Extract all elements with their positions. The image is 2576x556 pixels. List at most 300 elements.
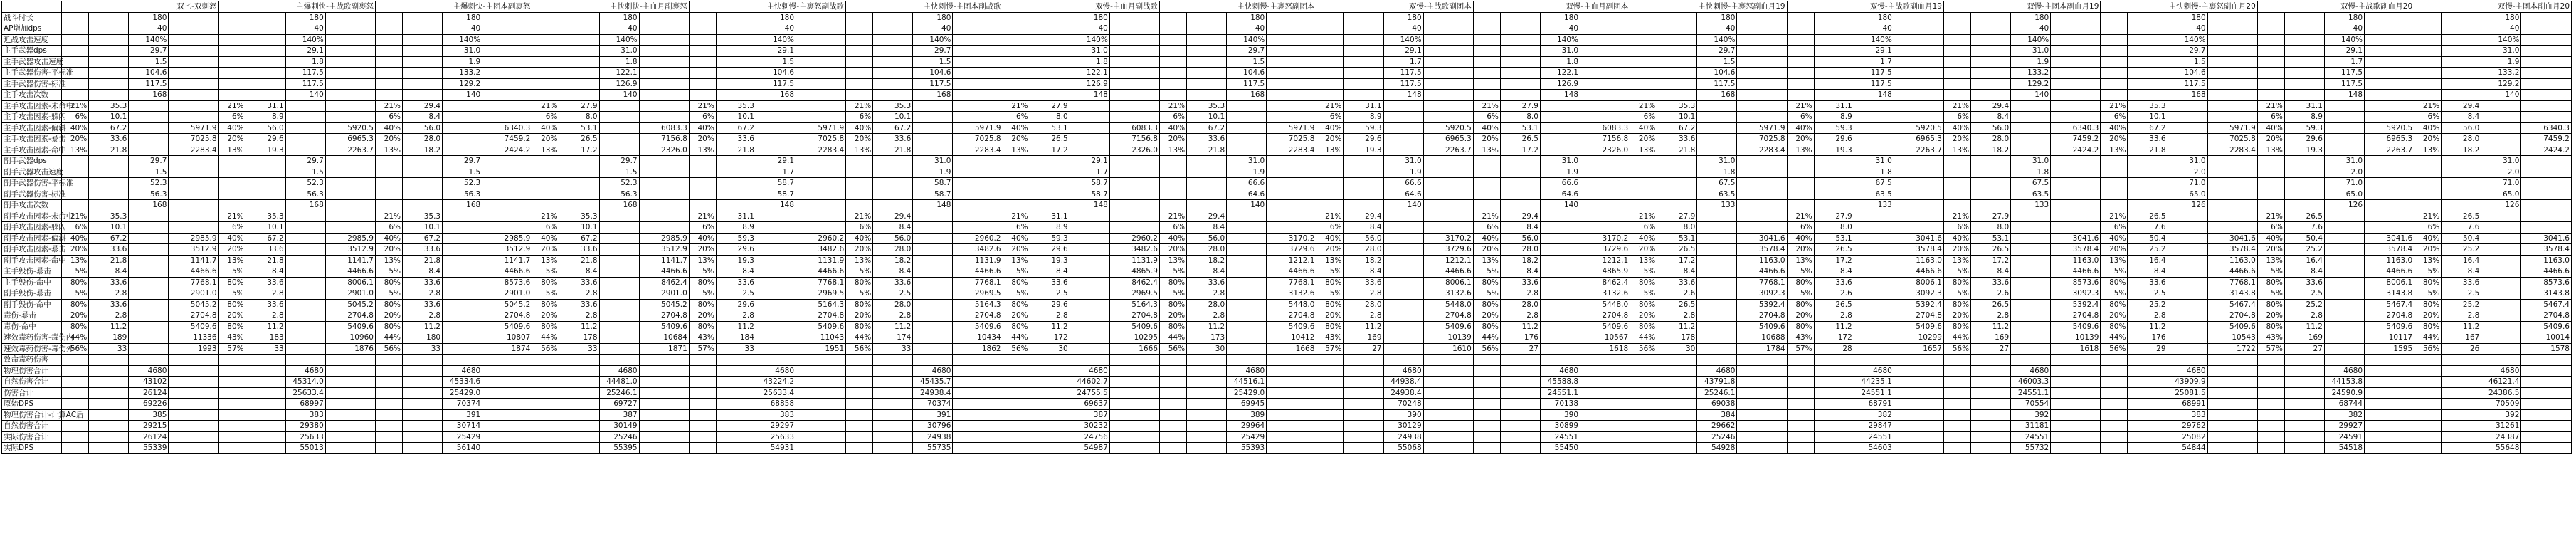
value-cell[interactable] [2011, 355, 2051, 366]
value-cell[interactable] [443, 299, 482, 310]
value-cell[interactable] [532, 56, 559, 68]
value-cell[interactable]: 67.2 [1187, 122, 1227, 134]
value-cell[interactable] [1344, 34, 1383, 46]
value-cell[interactable] [2521, 68, 2572, 79]
value-cell[interactable] [953, 355, 1003, 366]
value-cell[interactable]: 8.0 [559, 112, 599, 123]
value-cell[interactable] [1580, 211, 1630, 222]
value-cell[interactable]: 13% [2101, 255, 2128, 266]
value-cell[interactable] [1003, 443, 1030, 454]
value-cell[interactable]: 67.2 [873, 122, 913, 134]
value-cell[interactable]: 392 [2481, 409, 2521, 421]
value-cell[interactable] [169, 100, 218, 112]
value-cell[interactable] [246, 156, 285, 167]
value-cell[interactable] [1500, 365, 1540, 377]
value-cell[interactable] [246, 200, 285, 211]
value-cell[interactable]: 33.6 [1657, 134, 1697, 145]
value-cell[interactable] [1267, 222, 1316, 234]
value-cell[interactable] [1500, 23, 1540, 35]
value-cell[interactable]: 53.1 [559, 122, 599, 134]
column-title[interactable]: 双慢-主战歌副血月19 [1787, 1, 1943, 13]
value-cell[interactable] [62, 34, 89, 46]
value-cell[interactable]: 133.2 [443, 68, 482, 79]
value-cell[interactable]: 390 [1540, 409, 1580, 421]
value-cell[interactable] [1109, 399, 1159, 410]
value-cell[interactable]: 2.8 [1030, 310, 1070, 322]
value-cell[interactable]: 28.0 [1971, 134, 2011, 145]
value-cell[interactable]: 5409.6 [1737, 321, 1787, 332]
value-cell[interactable]: 5% [375, 288, 402, 300]
value-cell[interactable] [2011, 321, 2051, 332]
value-cell[interactable] [218, 12, 246, 23]
value-cell[interactable]: 80% [532, 277, 559, 288]
value-cell[interactable] [716, 200, 756, 211]
value-cell[interactable] [2284, 46, 2324, 57]
value-cell[interactable]: 2960.2 [1109, 233, 1159, 244]
value-cell[interactable]: 56.0 [1971, 122, 2011, 134]
value-cell[interactable]: 2.5 [873, 288, 913, 300]
value-cell[interactable]: 167 [2442, 332, 2481, 344]
value-cell[interactable] [716, 355, 756, 366]
value-cell[interactable]: 44153.8 [2324, 377, 2364, 388]
value-cell[interactable]: 20% [1003, 244, 1030, 256]
value-cell[interactable] [2521, 178, 2572, 189]
value-cell[interactable] [846, 377, 873, 388]
value-cell[interactable]: 2704.8 [482, 310, 532, 322]
value-cell[interactable] [1344, 78, 1383, 90]
value-cell[interactable]: 21% [1943, 100, 1970, 112]
value-cell[interactable]: 19.3 [716, 255, 756, 266]
value-cell[interactable] [1657, 56, 1697, 68]
value-cell[interactable]: 26124 [129, 431, 169, 443]
value-cell[interactable] [1787, 355, 1814, 366]
value-cell[interactable] [246, 443, 285, 454]
value-cell[interactable]: 26.5 [1657, 299, 1697, 310]
value-cell[interactable] [639, 112, 689, 123]
value-cell[interactable]: 26.5 [1814, 244, 1854, 256]
value-cell[interactable]: 3512.9 [639, 244, 689, 256]
value-cell[interactable]: 33.6 [1030, 277, 1070, 288]
value-cell[interactable] [1423, 211, 1473, 222]
row-label[interactable]: 主手攻击因素-未命中 [2, 100, 62, 112]
value-cell[interactable] [796, 399, 846, 410]
value-cell[interactable] [62, 156, 89, 167]
value-cell[interactable]: 10.1 [716, 112, 756, 123]
value-cell[interactable]: 1951 [796, 343, 846, 355]
value-cell[interactable] [756, 112, 796, 123]
value-cell[interactable] [2481, 145, 2521, 156]
value-cell[interactable]: 21% [375, 211, 402, 222]
value-cell[interactable] [2481, 233, 2521, 244]
value-cell[interactable] [325, 222, 375, 234]
value-cell[interactable]: 20% [1943, 134, 1970, 145]
value-cell[interactable]: 29927 [2324, 421, 2364, 432]
value-cell[interactable]: 3482.6 [796, 244, 846, 256]
value-cell[interactable] [325, 34, 375, 46]
value-cell[interactable]: 10.1 [1187, 112, 1227, 123]
value-cell[interactable]: 7768.1 [1267, 277, 1316, 288]
value-cell[interactable] [62, 46, 89, 57]
value-cell[interactable] [1787, 156, 1814, 167]
value-cell[interactable] [1423, 200, 1473, 211]
value-cell[interactable]: 71.0 [2481, 178, 2521, 189]
value-cell[interactable] [873, 34, 913, 46]
value-cell[interactable]: 20% [1630, 310, 1657, 322]
value-cell[interactable] [1159, 399, 1186, 410]
value-cell[interactable]: 33.6 [1971, 277, 2011, 288]
value-cell[interactable]: 13% [1316, 255, 1344, 266]
value-cell[interactable] [1003, 355, 1030, 366]
row-label[interactable]: 主手毁伤-命中 [2, 277, 62, 288]
value-cell[interactable]: 28.0 [1500, 299, 1540, 310]
value-cell[interactable] [1737, 12, 1787, 23]
value-cell[interactable] [1814, 68, 1854, 79]
value-cell[interactable]: 13% [1473, 255, 1500, 266]
value-cell[interactable]: 24938 [913, 431, 953, 443]
value-cell[interactable]: 21.8 [403, 255, 443, 266]
value-cell[interactable] [1697, 112, 1737, 123]
value-cell[interactable] [1630, 409, 1657, 421]
value-cell[interactable] [756, 266, 796, 278]
value-cell[interactable]: 1.7 [2324, 56, 2364, 68]
value-cell[interactable] [1814, 443, 1854, 454]
value-cell[interactable]: 3170.2 [1423, 233, 1473, 244]
value-cell[interactable] [1657, 443, 1697, 454]
value-cell[interactable] [2101, 12, 2128, 23]
value-cell[interactable]: 80% [2257, 299, 2284, 310]
value-cell[interactable]: 55393 [1227, 443, 1267, 454]
value-cell[interactable]: 1.7 [756, 167, 796, 178]
value-cell[interactable] [1580, 443, 1630, 454]
value-cell[interactable] [169, 23, 218, 35]
value-cell[interactable]: 6% [2257, 222, 2284, 234]
value-cell[interactable] [2442, 200, 2481, 211]
value-cell[interactable] [953, 167, 1003, 178]
value-cell[interactable] [2051, 387, 2101, 399]
value-cell[interactable]: 44938.4 [1383, 377, 1423, 388]
value-cell[interactable]: 8.4 [1814, 266, 1854, 278]
value-cell[interactable] [1814, 421, 1854, 432]
value-cell[interactable]: 168 [913, 90, 953, 101]
value-cell[interactable]: 26.5 [2442, 211, 2481, 222]
value-cell[interactable] [62, 167, 89, 178]
value-cell[interactable] [1500, 377, 1540, 388]
value-cell[interactable] [689, 189, 716, 200]
value-cell[interactable]: 13% [1630, 145, 1657, 156]
value-cell[interactable] [1737, 23, 1787, 35]
value-cell[interactable] [2207, 421, 2257, 432]
value-cell[interactable]: 11336 [169, 332, 218, 344]
value-cell[interactable] [2051, 156, 2101, 167]
value-cell[interactable]: 180 [403, 332, 443, 344]
value-cell[interactable]: 104.6 [2168, 68, 2207, 79]
value-cell[interactable]: 4466.6 [1737, 266, 1787, 278]
column-title[interactable]: 主快刺慢-主裹怒副战歌 [689, 1, 845, 13]
value-cell[interactable] [482, 12, 532, 23]
value-cell[interactable]: 26.5 [1971, 299, 2011, 310]
value-cell[interactable]: 25633.4 [756, 387, 796, 399]
value-cell[interactable]: 29.6 [246, 134, 285, 145]
value-cell[interactable] [1580, 421, 1630, 432]
value-cell[interactable] [1971, 443, 2011, 454]
value-cell[interactable] [482, 200, 532, 211]
value-cell[interactable]: 80% [2101, 321, 2128, 332]
value-cell[interactable] [1070, 266, 1109, 278]
value-cell[interactable]: 5% [1316, 288, 1344, 300]
value-cell[interactable] [1540, 134, 1580, 145]
value-cell[interactable]: 44% [1943, 332, 1970, 344]
value-cell[interactable]: 2704.8 [325, 310, 375, 322]
value-cell[interactable]: 70374 [443, 399, 482, 410]
value-cell[interactable]: 29.1 [756, 156, 796, 167]
value-cell[interactable] [1423, 23, 1473, 35]
value-cell[interactable] [1070, 211, 1109, 222]
value-cell[interactable] [2128, 12, 2168, 23]
value-cell[interactable] [2365, 78, 2414, 90]
value-cell[interactable]: 4680 [913, 365, 953, 377]
value-cell[interactable] [1787, 409, 1814, 421]
value-cell[interactable]: 80% [2414, 277, 2442, 288]
value-cell[interactable]: 1163.0 [2051, 255, 2101, 266]
value-cell[interactable]: 6965.3 [325, 134, 375, 145]
value-cell[interactable] [218, 409, 246, 421]
value-cell[interactable] [1030, 68, 1070, 79]
value-cell[interactable]: 5% [532, 288, 559, 300]
column-title[interactable]: 主快刺慢-主裹怒副血月19 [1630, 1, 1787, 13]
value-cell[interactable] [532, 178, 559, 189]
value-cell[interactable]: 40% [1316, 122, 1344, 134]
value-cell[interactable]: 31.0 [1383, 156, 1423, 167]
value-cell[interactable]: 104.6 [1227, 68, 1267, 79]
value-cell[interactable] [639, 409, 689, 421]
value-cell[interactable]: 140 [1540, 200, 1580, 211]
value-cell[interactable]: 6% [846, 112, 873, 123]
value-cell[interactable] [169, 365, 218, 377]
value-cell[interactable] [1070, 112, 1109, 123]
value-cell[interactable]: 65.0 [2324, 189, 2364, 200]
value-cell[interactable] [689, 46, 716, 57]
value-cell[interactable] [2101, 377, 2128, 388]
value-cell[interactable] [2414, 443, 2442, 454]
value-cell[interactable] [2442, 355, 2481, 366]
value-cell[interactable] [2284, 68, 2324, 79]
value-cell[interactable]: 21% [1159, 100, 1186, 112]
value-cell[interactable]: 33.6 [89, 299, 129, 310]
value-cell[interactable] [1159, 409, 1186, 421]
value-cell[interactable] [2365, 443, 2414, 454]
value-cell[interactable]: 20% [1473, 134, 1500, 145]
value-cell[interactable] [1473, 167, 1500, 178]
value-cell[interactable] [1814, 431, 1854, 443]
value-cell[interactable]: 21% [1630, 211, 1657, 222]
value-cell[interactable]: 11.2 [873, 321, 913, 332]
value-cell[interactable]: 56% [2414, 343, 2442, 355]
value-cell[interactable]: 20% [62, 244, 89, 256]
value-cell[interactable]: 6% [2414, 112, 2442, 123]
value-cell[interactable]: 6965.3 [1894, 134, 1943, 145]
value-cell[interactable]: 43% [689, 332, 716, 344]
value-cell[interactable]: 117.5 [285, 68, 325, 79]
value-cell[interactable] [1423, 387, 1473, 399]
value-cell[interactable] [169, 167, 218, 178]
value-cell[interactable] [325, 156, 375, 167]
value-cell[interactable] [1943, 189, 1970, 200]
value-cell[interactable]: 44% [1159, 332, 1186, 344]
value-cell[interactable]: 8.4 [2128, 266, 2168, 278]
value-cell[interactable] [1159, 78, 1186, 90]
value-cell[interactable]: 5% [1630, 288, 1657, 300]
value-cell[interactable] [1187, 78, 1227, 90]
value-cell[interactable]: 117.5 [2324, 68, 2364, 79]
value-cell[interactable] [689, 365, 716, 377]
value-cell[interactable]: 40% [1787, 122, 1814, 134]
value-cell[interactable] [2011, 244, 2051, 256]
value-cell[interactable] [2257, 443, 2284, 454]
value-cell[interactable] [375, 90, 402, 101]
value-cell[interactable]: 13% [375, 255, 402, 266]
value-cell[interactable] [1943, 200, 1970, 211]
value-cell[interactable]: 80% [689, 277, 716, 288]
value-cell[interactable]: 2283.4 [1737, 145, 1787, 156]
value-cell[interactable]: 27.9 [1814, 211, 1854, 222]
value-cell[interactable]: 133.2 [2011, 68, 2051, 79]
value-cell[interactable]: 35.3 [1187, 100, 1227, 112]
value-cell[interactable] [1109, 431, 1159, 443]
value-cell[interactable]: 33.6 [2128, 134, 2168, 145]
value-cell[interactable] [129, 244, 169, 256]
value-cell[interactable]: 104.6 [756, 68, 796, 79]
value-cell[interactable]: 56.0 [1500, 233, 1540, 244]
value-cell[interactable]: 28.0 [1344, 244, 1383, 256]
value-cell[interactable] [1423, 443, 1473, 454]
value-cell[interactable]: 5% [218, 266, 246, 278]
value-cell[interactable]: 3092.3 [2051, 288, 2101, 300]
value-cell[interactable] [285, 244, 325, 256]
value-cell[interactable] [953, 90, 1003, 101]
value-cell[interactable] [1787, 431, 1814, 443]
value-cell[interactable] [2051, 46, 2101, 57]
row-label[interactable]: 副手攻击因素-未命中 [2, 211, 62, 222]
value-cell[interactable] [1787, 46, 1814, 57]
value-cell[interactable] [1657, 167, 1697, 178]
value-cell[interactable] [846, 56, 873, 68]
value-cell[interactable] [375, 167, 402, 178]
value-cell[interactable]: 140 [443, 90, 482, 101]
value-cell[interactable] [1159, 156, 1186, 167]
value-cell[interactable]: 31.0 [1854, 156, 1894, 167]
value-cell[interactable]: 59.3 [1814, 122, 1854, 134]
value-cell[interactable]: 8.0 [1030, 112, 1070, 123]
value-cell[interactable]: 3482.6 [1109, 244, 1159, 256]
value-cell[interactable] [1423, 167, 1473, 178]
value-cell[interactable] [716, 387, 756, 399]
value-cell[interactable] [559, 12, 599, 23]
value-cell[interactable] [169, 56, 218, 68]
value-cell[interactable] [246, 355, 285, 366]
value-cell[interactable]: 33.6 [403, 244, 443, 256]
value-cell[interactable] [1316, 399, 1344, 410]
value-cell[interactable] [1344, 387, 1383, 399]
value-cell[interactable]: 6% [846, 222, 873, 234]
value-cell[interactable] [756, 332, 796, 344]
value-cell[interactable] [325, 431, 375, 443]
value-cell[interactable]: 117.5 [913, 78, 953, 90]
value-cell[interactable] [1630, 156, 1657, 167]
value-cell[interactable] [873, 431, 913, 443]
value-cell[interactable]: 1141.7 [639, 255, 689, 266]
value-cell[interactable] [532, 12, 559, 23]
value-cell[interactable]: 21% [218, 100, 246, 112]
value-cell[interactable] [953, 100, 1003, 112]
value-cell[interactable]: 6% [218, 112, 246, 123]
value-cell[interactable] [1227, 277, 1267, 288]
value-cell[interactable] [1894, 46, 1943, 57]
value-cell[interactable]: 21.8 [716, 145, 756, 156]
value-cell[interactable] [689, 68, 716, 79]
value-cell[interactable] [1580, 178, 1630, 189]
value-cell[interactable] [169, 68, 218, 79]
value-cell[interactable] [1187, 200, 1227, 211]
value-cell[interactable] [953, 222, 1003, 234]
value-cell[interactable]: 29.1 [756, 46, 796, 57]
value-cell[interactable] [1187, 90, 1227, 101]
value-cell[interactable] [375, 387, 402, 399]
value-cell[interactable] [1580, 23, 1630, 35]
value-cell[interactable]: 1.7 [1070, 167, 1109, 178]
value-cell[interactable] [403, 365, 443, 377]
value-cell[interactable] [2414, 387, 2442, 399]
value-cell[interactable]: 7459.2 [482, 134, 532, 145]
value-cell[interactable] [2442, 78, 2481, 90]
row-label[interactable]: 主手毁伤-暴击 [2, 266, 62, 278]
value-cell[interactable] [1030, 189, 1070, 200]
value-cell[interactable] [2101, 34, 2128, 46]
value-cell[interactable]: 1163.0 [2365, 255, 2414, 266]
value-cell[interactable] [1344, 46, 1383, 57]
value-cell[interactable] [2207, 78, 2257, 90]
value-cell[interactable] [482, 409, 532, 421]
value-cell[interactable]: 33.6 [1344, 277, 1383, 288]
value-cell[interactable] [2128, 156, 2168, 167]
value-cell[interactable]: 20% [1630, 134, 1657, 145]
value-cell[interactable] [1894, 34, 1943, 46]
value-cell[interactable]: 13% [1159, 145, 1186, 156]
row-label[interactable]: 物理伤害合计 [2, 365, 62, 377]
value-cell[interactable] [1267, 78, 1316, 90]
value-cell[interactable]: 1722 [2207, 343, 2257, 355]
value-cell[interactable]: 20% [846, 244, 873, 256]
value-cell[interactable] [325, 355, 375, 366]
value-cell[interactable] [1109, 12, 1159, 23]
value-cell[interactable] [1500, 68, 1540, 79]
value-cell[interactable]: 20% [2257, 310, 2284, 322]
value-cell[interactable]: 56.0 [873, 233, 913, 244]
value-cell[interactable]: 2704.8 [169, 310, 218, 322]
value-cell[interactable] [2442, 23, 2481, 35]
value-cell[interactable] [559, 78, 599, 90]
value-cell[interactable]: 176 [1500, 332, 1540, 344]
value-cell[interactable] [1109, 200, 1159, 211]
value-cell[interactable]: 1668 [1267, 343, 1316, 355]
value-cell[interactable] [2442, 387, 2481, 399]
row-label[interactable]: 主手攻击因素-躲闪 [2, 112, 62, 123]
value-cell[interactable]: 13% [1943, 255, 1970, 266]
value-cell[interactable] [482, 189, 532, 200]
value-cell[interactable]: 148 [913, 200, 953, 211]
column-title[interactable]: 双慢-主团本副血月19 [1943, 1, 2100, 13]
value-cell[interactable]: 59.3 [2284, 122, 2324, 134]
value-cell[interactable] [482, 178, 532, 189]
